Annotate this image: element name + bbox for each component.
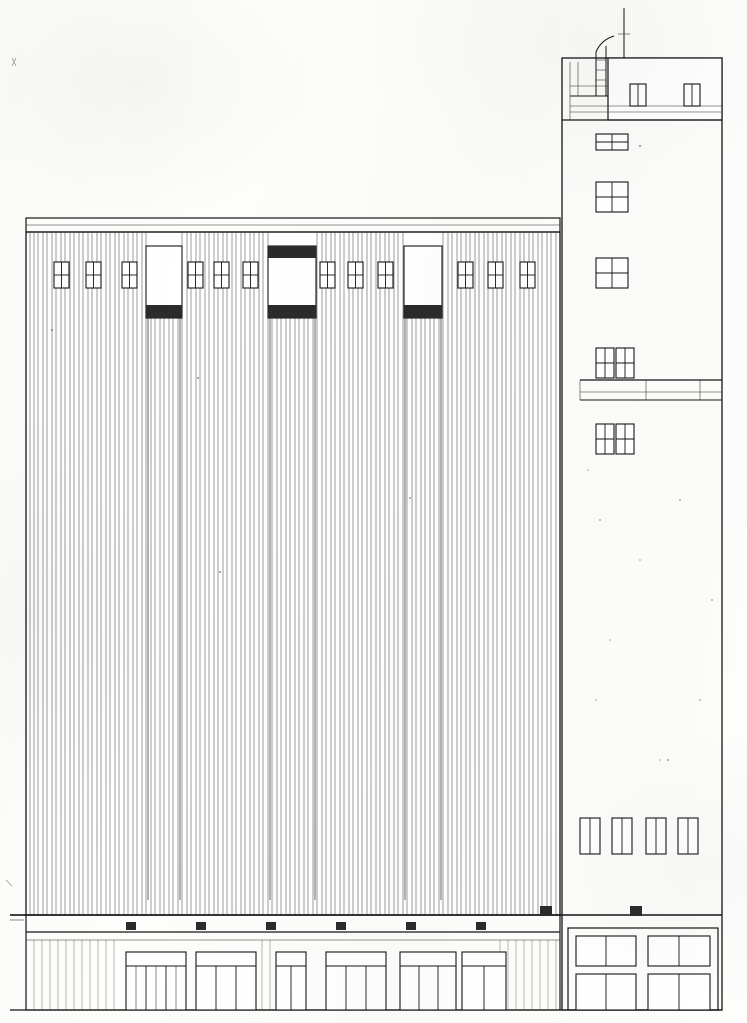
ground-bay xyxy=(648,974,710,1010)
window xyxy=(378,262,393,288)
window xyxy=(86,262,101,288)
window xyxy=(488,262,503,288)
ground-bay xyxy=(648,936,710,966)
window xyxy=(320,262,335,288)
recessed-bay xyxy=(146,246,182,318)
stair-tower xyxy=(562,8,722,1010)
window xyxy=(348,262,363,288)
ground-bay xyxy=(462,952,506,1010)
window xyxy=(612,818,632,854)
ground-bay xyxy=(196,952,256,1010)
ground-floor-openings xyxy=(126,952,506,1010)
window xyxy=(520,262,535,288)
main-block xyxy=(26,218,560,915)
window xyxy=(684,84,700,106)
recessed-bay xyxy=(268,246,316,318)
window xyxy=(214,262,229,288)
ground-bay xyxy=(576,936,636,966)
window xyxy=(596,348,614,378)
window xyxy=(54,262,69,288)
window xyxy=(596,424,614,454)
window xyxy=(458,262,473,288)
window xyxy=(596,182,628,212)
window xyxy=(122,262,137,288)
ground-bay xyxy=(576,974,636,1010)
window xyxy=(630,84,646,106)
window xyxy=(580,818,600,854)
window xyxy=(596,258,628,288)
cornice-band xyxy=(26,218,560,232)
window xyxy=(188,262,203,288)
ground-bay-entrance xyxy=(276,952,306,1010)
window xyxy=(646,818,666,854)
recessed-bay xyxy=(404,246,442,318)
window xyxy=(596,134,628,150)
ground-bay xyxy=(126,952,186,1010)
window xyxy=(678,818,698,854)
ground-bay xyxy=(400,952,456,1010)
window xyxy=(616,348,634,378)
window xyxy=(616,424,634,454)
window xyxy=(243,262,258,288)
ground-bay xyxy=(326,952,386,1010)
